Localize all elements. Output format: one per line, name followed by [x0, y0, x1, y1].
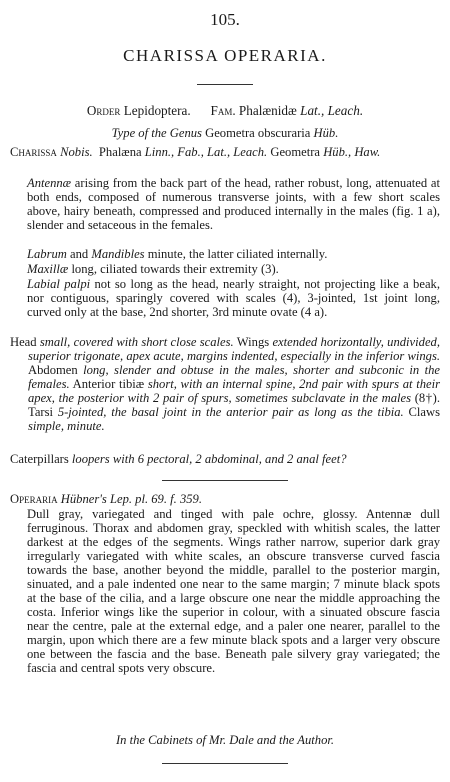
species-description: Dull gray, variegated and tinged with pale ochre, glossy. Antennæ dull ferruginous. Thorax and abdomen gray, speckled with whitish scales, the latter darkest at the edges of the segments. Wings rather narrow, superior dark gray irregularly variegated with white scales, an obscure transverse curved fascia towards the base, another beyond the middle, parallel to the posterior margin, sinuated, and a pale indented one near to the same margin; 7 minute black spots at the base of the cilia, and a large obscure one near the middle approaching the costa. Inferior wings like the superior in colour, with a sinuated obscure fascia near the centre, pale at the external edge, and a paler one nearer, parallel to the margin, upon which there are a few minute black spots and a larger very obscure one between the fascia and the base. Beneath pale silvery gray variegated; the fascia and central spots very obscure.: [27, 507, 440, 675]
head-label: Head: [10, 335, 37, 349]
order-line: [0, 103, 450, 119]
antennae-paragraph: [27, 176, 440, 232]
claws-desc: simple, minute.: [28, 419, 105, 433]
caterpillars-label: Caterpillars: [10, 452, 69, 466]
page-title: CHARISSA OPERARIA.: [123, 46, 327, 65]
bottom-rule: [162, 763, 288, 764]
antennae-text: arising from the back part of the head, rather robust, long, attenuated at both ends, composed of numerous transverse joints, with a few short scales above, hairy beneath, compressed and produced internally in the males (fig. 1 a), slender and setaceous in the females.: [27, 176, 440, 232]
geometra-authors: Hüb., Haw.: [323, 145, 381, 159]
page-number: 105.: [210, 10, 240, 29]
labrum-term: Labrum: [27, 247, 67, 261]
caterpillars-paragraph: [10, 452, 440, 466]
section-rule: [162, 480, 288, 481]
species-name: Operaria: [10, 492, 58, 506]
type-prefix: Type of the Genus: [111, 126, 202, 140]
head-paragraph: [10, 335, 440, 433]
type-author: Hüb.: [313, 126, 339, 140]
palpi-paragraph: [27, 277, 440, 319]
title-rule: [197, 84, 253, 85]
cabinets-note: In the Cabinets of Mr. Dale and the Author.: [115, 733, 335, 747]
claws-label: Claws: [408, 405, 441, 419]
palpi-term: Labial palpi: [27, 277, 91, 291]
genus-name: Charissa: [10, 145, 57, 159]
wings-desc: extended horizontally, undivided, superior trigonate, apex acute, margins indented, especially in the inferior wings.: [28, 335, 440, 363]
tibiae-label: Anterior tibiæ: [72, 377, 145, 391]
tibiae-desc: short, with an internal spine, 2nd pair with spurs at their apex, the posterior with 2 pair of spurs, sometimes subclavate in the males: [28, 377, 440, 405]
antennae-term: Antennæ: [27, 176, 72, 190]
maxillae-term: Maxillæ: [27, 262, 69, 276]
abdomen-desc: long, slender and obtuse in the males, shorter and subconic in the females.: [28, 363, 440, 391]
tibiae-ref: (8†).: [414, 391, 440, 405]
palpi-text: not so long as the head, nearly straight, not projecting like a beak, nor contiguous, sparingly covered with scales (4), 3-jointed, 1st joint long, curved only at the base, 2nd shorter, 3rd minute ovate (4 a).: [27, 277, 440, 319]
family-authors: Lat., Leach.: [300, 103, 364, 118]
tarsi-desc: 5-jointed, the basal joint in the anterior pair as long as the tibia.: [57, 405, 404, 419]
species-heading: [10, 492, 440, 506]
family-label: Fam.: [210, 103, 236, 118]
labrum-paragraph: [27, 247, 440, 261]
order-value: Lepidoptera.: [123, 103, 191, 118]
abdomen-label: Abdomen: [28, 363, 78, 377]
maxillae-paragraph: [27, 262, 440, 276]
head-desc: small, covered with short close scales.: [39, 335, 234, 349]
family-value: Phalænidæ: [238, 103, 297, 118]
genus-heading: [10, 145, 440, 159]
and-word: and: [70, 247, 89, 261]
caterpillars-desc: loopers with 6 pectoral, 2 abdominal, and 2 anal feet?: [71, 452, 347, 466]
tarsi-label: Tarsi: [28, 405, 53, 419]
labrum-text: minute, the latter ciliated internally.: [147, 247, 328, 261]
species-reference: Hübner's Lep. pl. 69. f. 359.: [60, 492, 202, 506]
geometra-name: Geometra: [270, 145, 321, 159]
synonym-authors: Linn., Fab., Lat., Leach.: [144, 145, 268, 159]
mandibles-term: Mandibles: [91, 247, 145, 261]
type-species: Geometra obscuraria: [205, 126, 311, 140]
genus-author: Nobis.: [60, 145, 93, 159]
maxillae-text: long, ciliated towards their extremity (3).: [71, 262, 279, 276]
order-label: Order: [86, 103, 121, 118]
type-of-genus: [0, 126, 450, 140]
genus-synonym: Phalæna: [98, 145, 142, 159]
wings-label: Wings: [236, 335, 270, 349]
